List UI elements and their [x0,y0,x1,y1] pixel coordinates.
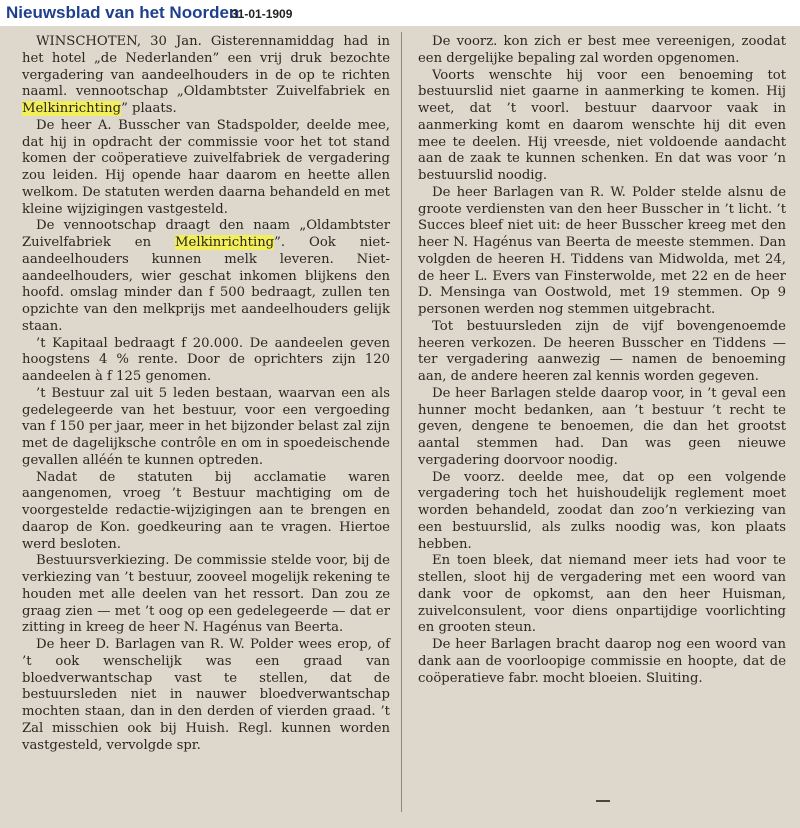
publication-date: 31-01-1909 [231,7,293,21]
highlighted-term: Melkinrichting [175,235,275,250]
paragraph: De vennootschap draagt den naam „Oldambtster Zuivelfabriek en Melkinrichting”. Ook niet-aandeelhouders kunnen melk leveren. Niet-aandeelhouders, wier geschat inkomen blijkens den hoofd. omslag minder dan f 500 bedraagt, zullen ten opzichte van den melkprijs met aandeelhouders gelijk staan. [22,218,390,334]
paragraph: Tot bestuursleden zijn de vijf bovengenoemde heeren verkozen. De heeren Busscher en Tiddens — ter vergadering aanwezig — namen de benoeming aan, de andere heeren zal kennis worden gegeven. [418,318,786,384]
highlighted-term: Melkinrichting [22,101,122,116]
paragraph: De heer Barlagen van R. W. Polder stelde alsnu de groote verdiensten van den heer Busscher in ’t licht. ’t Succes bleef niet uit: de heer Busscher kreeg met den heer N. Hagénus van Beerta de meeste stemmen. Dan volgden de heeren H. Tiddens van Midwolda, met 24, de heer L. Evers van Finsterwolde, met 22 en de heer D. Mensinga van Oostwold, met 19 stemmen. Op 9 personen werden nog stemmen uitgebracht. [418,184,786,317]
paragraph: De heer Barlagen bracht daarop nog een woord van dank aan de voorloopige commissie en hoopte, dat de coöperatieve fabr. mocht bloeien. Sluiting. [418,637,786,686]
paragraph: Nadat de statuten bij acclamatie waren aangenomen, vroeg ’t Bestuur machtiging om de voorgestelde redactie-wijzigingen aan te brengen en daarop de Kon. goedkeuring aan te vragen. Hiertoe werd besloten. [22,469,390,552]
paragraph: WINSCHOTEN, 30 Jan. Gisterennamiddag had in het hotel „de Nederlanden” een vrij druk bezochte vergadering van aandeelhouders in de op te richten naaml. vennootschap „Oldambtster Zuivelfabriek en Melkinrichting” plaats. [22,34,390,116]
paragraph: ’t Bestuur zal uit 5 leden bestaan, waarvan een als gedelegeerde van het bestuur, voor een vergoeding van f 150 per jaar, meer in het bijzonder belast zal zijn met de dagelijksche contrôle en om in spoedeischende gevallen alléén te kunnen optreden. [22,385,390,468]
paragraph: Voorts wenschte hij voor een benoeming tot bestuurslid niet gaarne in aanmerking te komen. Hij weet, dat ’t voorl. bestuur daarvoor vaak in aanmerking komt en daarom wenschte hij dit even mee te deelen. Hij vreesde, niet voldoende aandacht aan de zaak te kunnen schenken. En dat was voor ’n bestuurslid noodig. [418,67,786,183]
newspaper-title: Nieuwsblad van het Noorden [6,3,240,22]
paragraph: De heer Barlagen stelde daarop voor, in ’t geval een hunner mocht bedanken, aan ’t bestuur ’t recht te geven, dengene te benoemen, die dan het grootst aantal stemmen had. Dan was geen nieuwe vergadering doorvoor noodig. [418,385,786,468]
page-header [0,0,800,26]
article-column-left [22,34,390,754]
paragraph: De voorz. kon zich er best mee vereenigen, zoodat een dergelijke bepaling zal worden opgenomen. [418,34,786,66]
column-divider [401,32,402,812]
paragraph: ’t Kapitaal bedraagt f 20.000. De aandeelen geven hoogstens 4 % rente. Door de oprichters zijn 120 aandeelen à f 125 genomen. [22,335,390,384]
paragraph: De voorz. deelde mee, dat op een volgende vergadering toch het huishoudelijk reglement moet worden behandeld, zoodat dan zoo’n verkiezing van een bestuurslid, als zulks noodig was, kon plaats hebben. [418,469,786,552]
article-end-rule [596,800,610,802]
paragraph: De heer A. Busscher van Stadspolder, deelde mee, dat hij in opdracht der commissie voor het tot stand komen der coöperatieve zuivelfabriek de vergadering zou leiden. Hij opende haar daarom en heette allen welkom. De statuten werden daarna behandeld en met kleine wijzigingen vastgesteld. [22,117,390,217]
paragraph: De heer D. Barlagen van R. W. Polder wees erop, of ’t ook wenschelijk was een graad van bloedverwantschap vast te stellen, dat de bestuursleden niet in nauwer bloedverwantschap mochten staan, dan in den derden of vierden graad. ’t Zal misschien ook bij Huish. Regl. kunnen worden vastgesteld, vervolgde spr. [22,637,390,753]
paragraph: En toen bleek, dat niemand meer iets had voor te stellen, sloot hij de vergadering met een woord van dank voor de opkomst, aan den heer Huisman, zuivelconsulent, voor diens onpartijdige voorlichting en grooten steun. [418,553,786,636]
article-column-right [418,34,786,687]
paragraph: Bestuursverkiezing. De commissie stelde voor, bij de verkiezing van ’t bestuur, zooveel mogelijk rekening te houden met alle deelen van het ressort. Dan zou ze graag zien — met ’t oog op een gedelegeerde — dat er zitting in kreeg de heer N. Hagénus van Beerta. [22,553,390,636]
newspaper-clipping [0,26,800,828]
